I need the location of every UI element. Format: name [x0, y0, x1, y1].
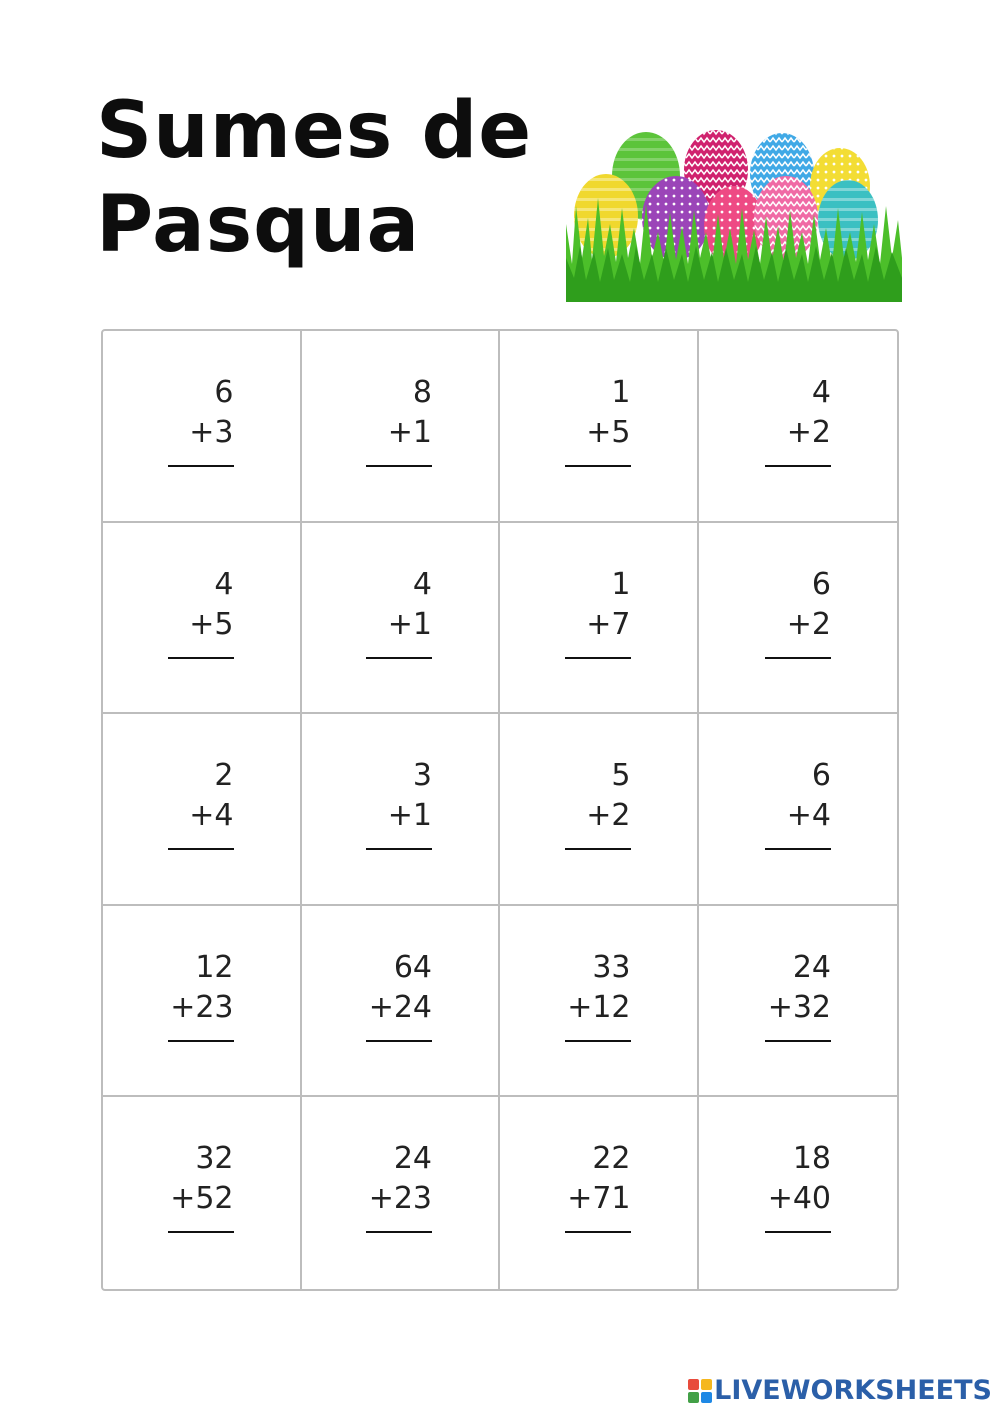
addend-bottom: +52: [170, 1181, 234, 1217]
addend-bottom: +40: [767, 1181, 831, 1217]
answer-line[interactable]: [765, 657, 831, 659]
addition-problem: [565, 1139, 631, 1233]
answer-line[interactable]: [565, 657, 631, 659]
addend-bottom: +23: [368, 1181, 432, 1217]
addition-problem: [765, 373, 831, 467]
problem-cell: [699, 714, 898, 906]
addend-top: 6: [811, 758, 831, 794]
problem-cell: [699, 906, 898, 1098]
problem-cell: [699, 331, 898, 523]
addend-bottom: +2: [786, 606, 831, 642]
problem-cell: [500, 523, 699, 715]
answer-line[interactable]: [565, 848, 631, 850]
answer-line[interactable]: [366, 465, 432, 467]
addition-problem: [765, 1139, 831, 1233]
problem-cell: [103, 523, 302, 715]
problem-cell: [302, 906, 501, 1098]
addend-top: 6: [811, 566, 831, 602]
addend-top: 22: [592, 1141, 631, 1177]
addend-top: 3: [412, 758, 432, 794]
addition-problem: [168, 756, 234, 850]
liveworksheets-logo-icon: [688, 1379, 712, 1403]
problem-cell: [500, 331, 699, 523]
answer-line[interactable]: [565, 465, 631, 467]
easter-eggs-in-grass-icon: [566, 128, 902, 302]
addend-bottom: +71: [567, 1181, 631, 1217]
addition-problem: [565, 565, 631, 659]
addition-problem: [565, 373, 631, 467]
answer-line[interactable]: [366, 848, 432, 850]
addend-bottom: +5: [586, 415, 631, 450]
problem-cell: [500, 906, 699, 1098]
addend-bottom: +2: [586, 798, 631, 834]
addend-bottom: +1: [387, 798, 432, 834]
problem-cell: [103, 331, 302, 523]
answer-line[interactable]: [168, 848, 234, 850]
addition-problem: [168, 1139, 234, 1233]
addend-top: 64: [393, 949, 432, 985]
problem-cell: [103, 714, 302, 906]
addend-top: 4: [412, 566, 432, 602]
addition-problem: [168, 948, 234, 1042]
addition-problem: [366, 1139, 432, 1233]
answer-line[interactable]: [366, 1040, 432, 1042]
addition-problem: [565, 948, 631, 1042]
addend-top: 5: [611, 758, 631, 794]
answer-line[interactable]: [168, 1231, 234, 1233]
problem-cell: [500, 714, 699, 906]
addition-problem: [765, 948, 831, 1042]
addition-problem: [168, 373, 234, 467]
problem-cell: [302, 331, 501, 523]
addition-problem: [565, 756, 631, 850]
addend-bottom: +2: [786, 415, 831, 450]
addend-top: 6: [214, 375, 234, 410]
addend-top: 24: [792, 949, 831, 985]
answer-line[interactable]: [366, 1231, 432, 1233]
problem-grid: [101, 329, 899, 1291]
answer-line[interactable]: [565, 1231, 631, 1233]
addend-bottom: +5: [189, 606, 234, 642]
problem-cell: [302, 523, 501, 715]
addend-bottom: +3: [189, 415, 234, 450]
addition-problem: [168, 565, 234, 659]
problem-cell: [302, 714, 501, 906]
answer-line[interactable]: [765, 465, 831, 467]
problem-cell: [699, 1097, 898, 1289]
addend-bottom: +12: [567, 989, 631, 1025]
addend-top: 1: [611, 566, 631, 602]
addition-problem: [366, 373, 432, 467]
problem-cell: [500, 1097, 699, 1289]
addend-top: 33: [592, 949, 631, 985]
addend-bottom: +32: [767, 989, 831, 1025]
addend-bottom: +1: [387, 415, 432, 450]
answer-line[interactable]: [765, 1040, 831, 1042]
addend-bottom: +1: [387, 606, 432, 642]
addend-top: 24: [393, 1141, 432, 1177]
problem-cell: [103, 906, 302, 1098]
addend-top: 8: [412, 375, 432, 410]
problem-cell: [103, 1097, 302, 1289]
addend-top: 4: [214, 566, 234, 602]
addition-problem: [366, 756, 432, 850]
addition-problem: [366, 948, 432, 1042]
page-title: [96, 84, 532, 272]
addend-top: 32: [195, 1141, 234, 1177]
problem-cell: [302, 1097, 501, 1289]
addend-top: 1: [611, 375, 631, 410]
addend-bottom: +24: [368, 989, 432, 1025]
addend-top: 2: [214, 758, 234, 794]
answer-line[interactable]: [765, 848, 831, 850]
answer-line[interactable]: [168, 465, 234, 467]
answer-line[interactable]: [168, 1040, 234, 1042]
addition-problem: [765, 565, 831, 659]
addend-top: 18: [792, 1141, 831, 1177]
liveworksheets-brand: [688, 1375, 992, 1406]
title-line-1: Sumes de: [96, 86, 533, 176]
addend-top: 12: [195, 949, 234, 985]
addend-bottom: +23: [170, 989, 234, 1025]
addend-bottom: +4: [189, 798, 234, 834]
addition-problem: [765, 756, 831, 850]
addition-problem: [366, 565, 432, 659]
answer-line[interactable]: [565, 1040, 631, 1042]
addend-top: 4: [811, 375, 831, 410]
title-line-2: Pasqua: [96, 180, 421, 270]
addend-bottom: +7: [586, 606, 631, 642]
brand-name: LIVEWORKSHEETS: [714, 1375, 992, 1406]
answer-line[interactable]: [765, 1231, 831, 1233]
answer-line[interactable]: [366, 657, 432, 659]
problem-cell: [699, 523, 898, 715]
answer-line[interactable]: [168, 657, 234, 659]
addend-bottom: +4: [786, 798, 831, 834]
